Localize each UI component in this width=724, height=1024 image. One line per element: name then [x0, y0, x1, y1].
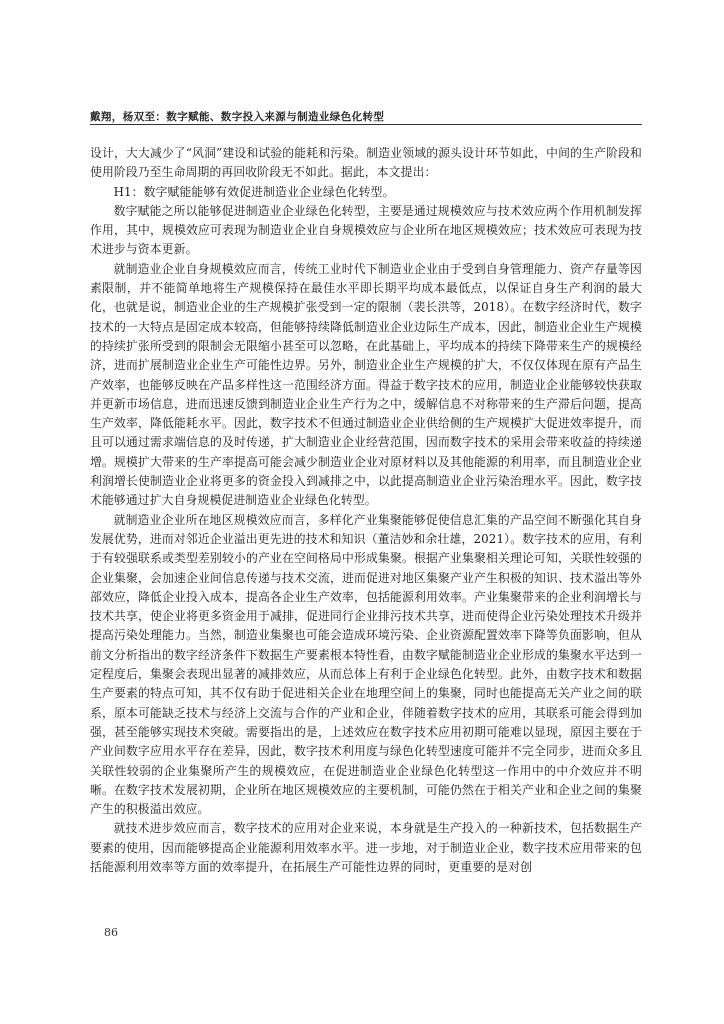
- header-divider: [90, 124, 642, 125]
- page-number: 86: [104, 926, 118, 939]
- running-header: 戴翔，杨双至：数字赋能、数字投入来源与制造业绿色化转型: [90, 111, 385, 123]
- paragraph-regional-scale-effect: 就制造业企业所在地区规模效应而言，多样化产业集聚能够促使信息汇集的产品空间不断强化其自身发展优势，进而对邻近企业溢出更先进的技术和知识（董洁妙和余壮雄，2021）。数字技术的应用，有利于有较强联系或类型差别较小的产业在空间格局中形成集聚。根据产业集聚相关理论可知，关联性较强的企业集聚，会加速企业间信息传递与技术交流，进而促进对地区集聚产业产生积极的知识、技术溢出等外部效应，降低企业投入成本，提高各企业生产效率，包括能源利用效率。产业集聚带来的企业利润增长与技术共享，使企业将更多资金用于减排，促进同行企业排污技术共享，进而使得企业污染处理技术升级并提高污染处理能力。当然，制造业集聚也可能会造成环境污染、企业资源配置效率下降等负面影响，但从前文分析指出的数字经济条件下数据生产要素根本特性看，由数字赋能制造业企业形成的集聚水平达到一定程度后，集聚会表现出显著的减排效应，从而总体上有利于企业绿色化转型。此外，由数字技术和数据生产要素的特点可知，其不仅有助于促进相关企业在地理空间上的集聚，同时也能提高无关产业之间的联系，原本可能缺乏技术与经济上交流与合作的产业和企业，伴随着数字技术的应用，其联系可能会得到加强，甚至能够实现技术突破。需要指出的是，上述效应在数字技术应用初期可能难以显现，原因主要在于产业间数字应用水平存在差异，因此，数字技术利用度与绿色化转型速度可能并不完全同步，进而众多且关联性较弱的企业集聚所产生的规模效应，在促进制造业企业绿色化转型这一作用中的中介效应并不明晰。在数字技术发展初期，企业所在地区规模效应的主要机制，可能仍然在于相关产业和企业之间的集聚产生的积极溢出效应。: [90, 512, 642, 817]
- paragraph-firm-scale-effect: 就制造业企业自身规模效应而言，传统工业时代下制造业企业由于受到自身管理能力、资产存量等因素限制，并不能简单地将生产规模保持在最佳水平即长期平均成本最低点，以保证自身生产利润的最大化，也就是说，制造业企业的生产规模扩张受到一定的限制（裴长洪等，2018）。在数字经济时代，数字技术的一大特点是固定成本较高，但能够持续降低制造业企业边际生产成本，因此，制造业企业生产规模的持续扩张所受到的限制会无限缩小甚至可以忽略，在此基础上，平均成本的持续下降带来生产的规模经济，进而扩展制造业企业生产可能性边界。另外，制造业企业生产规模的扩大，不仅仅体现在原有产品生产效率，也能够反映在产品多样性这一范围经济方面。得益于数字技术的应用，制造业企业能够较快获取并更新市场信息，进而迅速反馈到制造业企业生产行为之中，缓解信息不对称带来的生产滞后问题，提高生产效率，降低能耗水平。因此，数字技术不但通过制造业企业供给侧的生产规模扩大促进效率提升，而且可以通过需求端信息的及时传递，扩大制造业企业经营范围，因而数字技术的采用会带来收益的持续递增。规模扩大带来的生产率提高可能会减少制造业企业对原材料以及其他能源的利用率，而且制造业企业利润增长使制造业企业将更多的资金投入到减排之中，以此提高制造业企业污染治理水平。因此，数字技术能够通过扩大自身规模促进制造业企业绿色化转型。: [90, 261, 642, 508]
- hypothesis-h1: H1：数字赋能能够有效促进制造业企业绿色化转型。: [113, 184, 395, 199]
- article-body: [90, 144, 642, 877]
- paragraph-continued: 设计，大大减少了“风洞”建设和试验的能耗和污染。制造业领域的源头设计环节如此，中间的生产阶段和使用阶段乃至生命周期的再回收阶段无不如此。据此，本文提出：: [90, 146, 642, 180]
- paragraph-mechanisms: 数字赋能之所以能够促进制造业企业绿色化转型，主要是通过规模效应与技术效应两个作用机制发挥作用，其中，规模效应可表现为制造业企业自身规模效应与企业所在地区规模效应；技术效应可表现为技术进步与资本更新。: [90, 203, 642, 257]
- paragraph-technology-effect: 就技术进步效应而言，数字技术的应用对企业来说，本身就是生产投入的一种新技术，包括数据生产要素的使用，因而能够提高企业能源利用效率水平。进一步地，对于制造业企业，数字技术应用带来的包括能源利用效率等方面的效率提升，在拓展生产可能性边界的同时，更重要的是对创: [90, 821, 642, 874]
